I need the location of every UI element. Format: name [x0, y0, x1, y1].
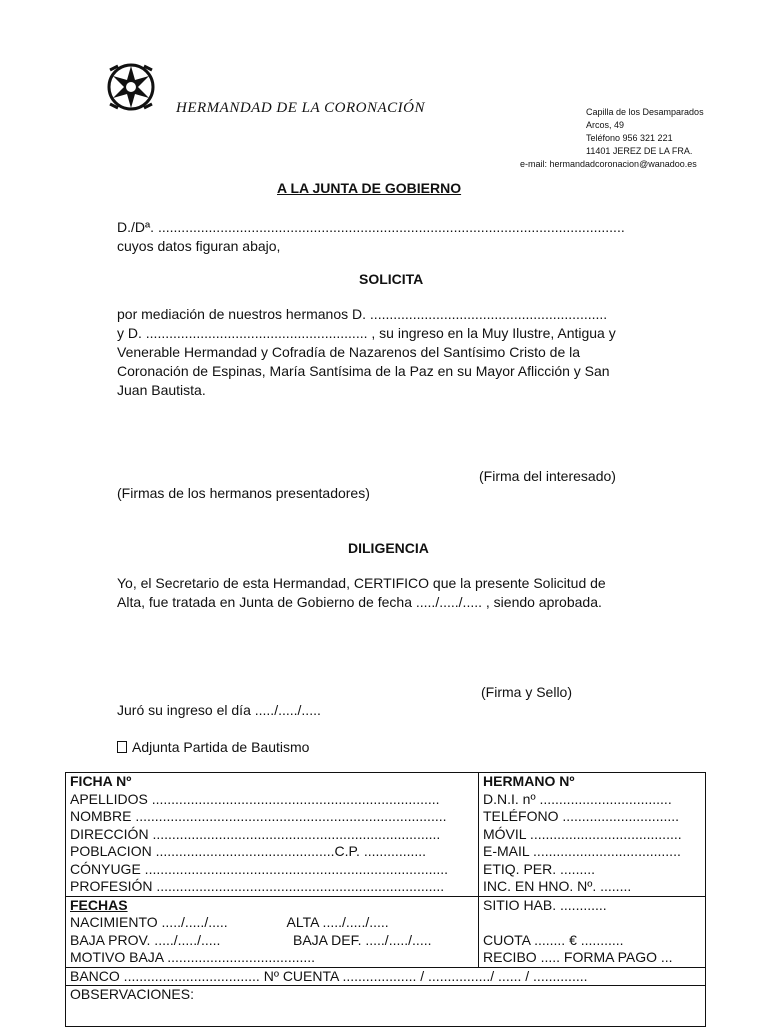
- firma-sello: (Firma y Sello): [481, 684, 573, 700]
- fechas-heading: FECHAS: [70, 896, 128, 913]
- fechas-section: [66, 896, 479, 967]
- diligencia-paragraph: [117, 574, 606, 612]
- field-cuota: CUOTA ........ € ...........: [483, 931, 624, 948]
- solicita-line: Venerable Hermandad y Cofradía de Nazarenos del Santísimo Cristo de la: [117, 344, 581, 360]
- ficha-number-label: FICHA Nº: [70, 773, 132, 789]
- field-alta: ALTA ...../...../.....: [286, 914, 389, 930]
- fechas-right-spacer: [483, 914, 701, 932]
- field-nombre: NOMBRE ................................................................................: [70, 808, 447, 824]
- field-baja-def: BAJA DEF. ...../...../.....: [293, 931, 432, 948]
- diligencia-line: Alta, fue tratada en Junta de Gobierno de fecha ...../...../..... , siendo aprobada.: [117, 594, 602, 610]
- contact-email: e-mail: hermandadcoronacion@wanadoo.es: [520, 159, 697, 169]
- field-email: E-MAIL ......................................: [483, 843, 681, 859]
- adjunta-label: Adjunta Partida de Bautismo: [132, 739, 310, 755]
- field-motivo-baja: MOTIVO BAJA ......................................: [70, 949, 316, 965]
- solicita-line: Coronación de Espinas, María Santísima de la Paz en su Mayor Aflicción y San: [117, 363, 610, 379]
- hermano-number-label: HERMANO Nº: [483, 773, 575, 789]
- field-baja-prov: BAJA PROV. ...../...../.....: [70, 931, 221, 948]
- signature-interesado: (Firma del interesado): [479, 468, 616, 484]
- solicita-line: Juan Bautista.: [117, 382, 206, 398]
- field-etiq-per: ETIQ. PER. .........: [483, 860, 596, 877]
- contact-phone: Teléfono 956 321 221: [586, 133, 673, 143]
- applicant-block: [117, 218, 625, 256]
- applicant-data-line: cuyos datos figuran abajo,: [117, 238, 281, 254]
- ficha-right-top: [479, 773, 706, 897]
- diligencia-heading: DILIGENCIA: [348, 540, 429, 556]
- solicita-heading: SOLICITA: [359, 271, 424, 287]
- fechas-row: [70, 914, 474, 932]
- observaciones-cell: [66, 986, 706, 1027]
- ficha-table: [65, 772, 706, 1027]
- bautismo-checkbox[interactable]: [117, 741, 127, 753]
- solicita-line: por mediación de nuestros hermanos D. .............................................................: [117, 306, 608, 322]
- solicita-line: y D. ......................................................... , su ingreso en la Muy Ilustre, Antigua y: [117, 325, 616, 341]
- banco-row: [66, 967, 706, 986]
- field-recibo: RECIBO ..... FORMA PAGO ...: [483, 949, 673, 965]
- field-apellidos: APELLIDOS ..........................................................................: [70, 790, 440, 807]
- field-dni: D.N.I. nº ..................................: [483, 790, 672, 807]
- field-nacimiento: NACIMIENTO ...../...../.....: [70, 914, 228, 930]
- hermandad-name: HERMANDAD DE LA CORONACIÓN: [176, 100, 425, 116]
- field-movil: MÓVIL .......................................: [483, 825, 682, 842]
- juro-ingreso: Juró su ingreso el día ...../...../.....: [117, 702, 321, 718]
- document-title: A LA JUNTA DE GOBIERNO: [277, 180, 462, 196]
- field-profesion: PROFESIÓN ..........................................................................: [70, 878, 445, 894]
- field-sitio-hab: SITIO HAB. ............: [483, 896, 607, 913]
- fechas-row: [70, 932, 474, 950]
- contact-city: 11401 JEREZ DE LA FRA.: [586, 146, 693, 156]
- adjunta-partida: [117, 739, 309, 755]
- observaciones-label: OBSERVACIONES:: [70, 986, 194, 1002]
- field-inc-hno: INC. EN HNO. Nº. ........: [483, 878, 632, 894]
- field-conyuge: CÓNYUGE ..............................................................................: [70, 860, 449, 877]
- contact-chapel: Capilla de los Desamparados: [586, 107, 704, 117]
- signature-presentadores: (Firmas de los hermanos presentadores): [117, 485, 370, 501]
- contact-address: Arcos, 49: [586, 120, 625, 130]
- contact-block: [520, 106, 704, 169]
- field-telefono: TELÉFONO ..............................: [483, 808, 680, 824]
- hermandad-logo: [104, 60, 158, 114]
- field-direccion: DIRECCIÓN ..........................................................................: [70, 825, 441, 842]
- ficha-left-top: [66, 773, 479, 897]
- field-poblacion: POBLACION ..............................................C.P. ................: [70, 843, 427, 859]
- diligencia-line: Yo, el Secretario de esta Hermandad, CERTIFICO que la presente Solicitud de: [117, 575, 606, 591]
- solicita-paragraph: [117, 305, 616, 400]
- field-banco: BANCO ................................... Nº CUENTA ................... / ................/ ...... / ..............: [70, 967, 588, 984]
- applicant-name-line: D./Dª. ........................................................................................................................: [117, 219, 625, 235]
- fechas-right: [479, 896, 706, 967]
